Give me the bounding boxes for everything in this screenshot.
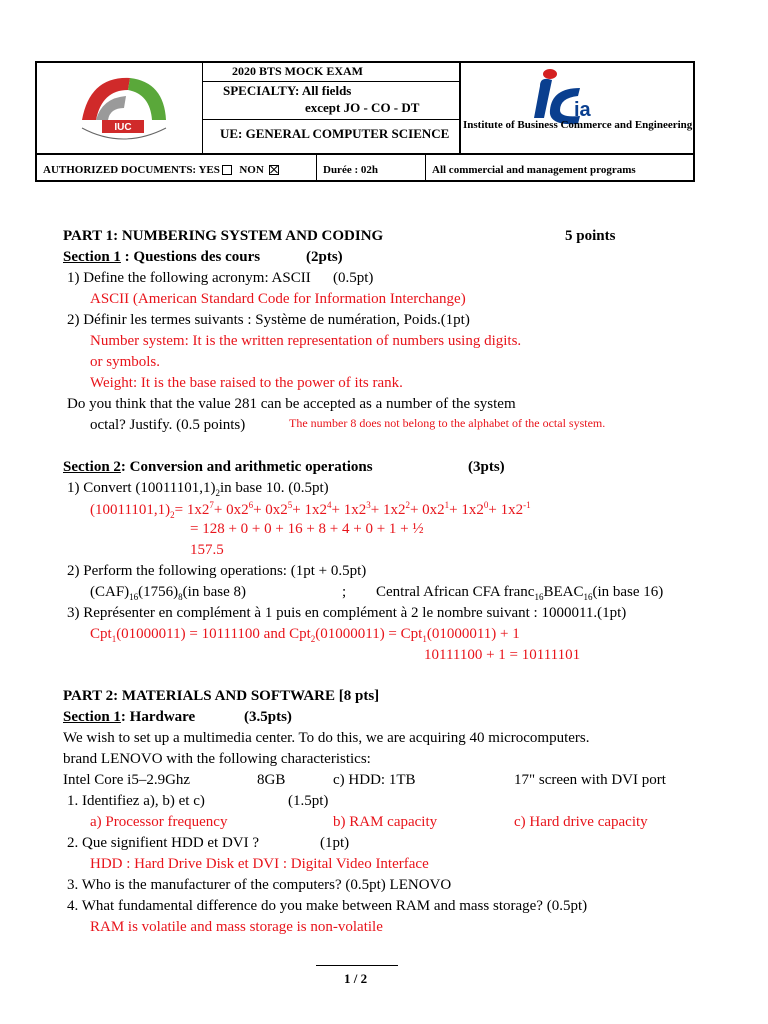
ue-title: UE: GENERAL COMPUTER SCIENCE [220,126,450,141]
operations-list-2: Central African CFA $franc_{16}BEAC_{16}(in$ base 16) [376,584,664,602]
hardware-paragraph-1: We wish to set up a multimedia center. To do this, we are acquiring 40 microcomputers. [63,730,590,746]
programs: All commercial and management programs [432,164,636,176]
hardware-answer-1c: c) Hard drive capacity [514,814,648,830]
answer-2c: Weight: It is the base raised to the power of its rank. [90,375,403,391]
section1-heading: Section 1 : Questions des cours [63,249,261,265]
part1-points: 5 points [565,228,616,244]
question-3a: Do you think that the value 281 can be accepted as a number of the system [67,396,516,412]
complement-question: 3) Représenter en complément à 1 puis en complément à 2 le nombre suivant : 1000011.(1pt) [67,605,627,621]
question-3b: octal? Justify. (0.5 points) [90,417,246,433]
convert-expansion: $(10011101,1)_2= 1x2^7+ 0x2^6+ 0x2^5+ 1x2^4+ 1x2^3+ 1x2^2+ 0x2^1+ 1x2^0+ 1x2^{-1}$ [90,500,531,520]
section2-points: (3pts) [468,459,505,475]
answer-3: The number 8 does not belong to the alphabet of the octal system. [289,416,606,430]
hardware-question-4: 4. What fundamental difference do you make between RAM and mass storage? (0.5pt) [67,898,588,914]
iuc-logo [68,68,178,148]
hardware-question-1-points: (1.5pt) [288,793,329,809]
hardware-question-3: 3. Who is the manufacturer of the computers? (0.5pt) LENOVO [67,877,452,893]
question-1: 1) Define the following acronym: ASCII [67,270,311,286]
exam-title: 2020 BTS MOCK EXAM [232,64,364,78]
section2-heading: Section 2: Conversion and arithmetic operations [63,459,373,475]
answer-1: ASCII (American Standard Code for Information Interchange) [90,291,466,307]
operations-list: $(CAF)_{16}(1756)_8(in$ base 8) [90,584,246,602]
svg-text:ia: ia [574,99,591,121]
spec-a: Intel Core i5–2.9Ghz [63,772,191,788]
question-1-points: (0.5pt) [333,270,374,286]
section1-points: (2pts) [306,249,343,265]
hardware-question-1: 1. Identifiez a), b) et c) [67,793,205,809]
specialty-line2: except JO - CO - DT [305,100,420,115]
operations-question: 2) Perform the following operations: (1pt + 0.5pt) [67,563,367,579]
convert-sum: = 128 + 0 + 0 + 16 + 8 + 4 + 0 + 1 + ½ [190,521,424,537]
specialty-line1: SPECIALTY: All fields [223,83,352,98]
convert-result: 157.5 [190,542,224,558]
hardware-answer-4: RAM is volatile and mass storage is non-volatile [90,919,383,935]
footer-rule [316,965,398,966]
institute-name: Institute of Business Commerce and Engineering [463,119,693,131]
hardware-question-2-points: (1pt) [320,835,350,851]
part1-title: PART 1: NUMBERING SYSTEM AND CODING [63,228,384,244]
yes-checkbox [222,165,232,175]
part2-section1-heading: Section 1: Hardware [63,709,196,725]
spec-c: c) HDD: 1TB [333,772,416,788]
part2-section1-points: (3.5pts) [244,709,292,725]
hardware-paragraph-2: brand LENOVO with the following characteristics: [63,751,371,767]
complement-answer: Cpt$_1$(01000011) = 10111100 and Cpt$_2$(01000011) = Cpt$_1$(01000011) + 1 [90,626,520,644]
svg-text:IUC: IUC [114,122,132,133]
part2-title: PART 2: MATERIALS AND SOFTWARE [8 pts] [63,688,380,704]
answer-2b: or symbols. [90,354,161,370]
hardware-answer-2: HDD : Hard Drive Disk et DVI : Digital Video Interface [90,856,429,872]
non-checkbox [269,165,279,175]
page-number: 1 / 2 [344,971,368,986]
convert-question: 1) Convert $(10011101,1)_2in$ base 10. (0.5pt) [67,480,329,498]
authorized-documents: AUTHORIZED DOCUMENTS: YES NON [43,164,281,176]
spec-b: 8GB [257,772,286,788]
complement-result: 10111100 + 1 = 10111101 [424,647,581,663]
spec-d: 17" screen with DVI port [514,772,666,788]
hardware-answer-1a: a) Processor frequency [90,814,228,830]
answer-2a: Number system: It is the written representation of numbers using digits. [90,333,522,349]
hardware-question-2: 2. Que signifient HDD et DVI ? [67,835,260,851]
hardware-answer-1b: b) RAM capacity [333,814,438,830]
duration: Durée : 02h [323,164,378,176]
question-2: 2) Définir les termes suivants : Système de numération, Poids.(1pt) [67,312,470,328]
operations-separator: ; [342,584,347,600]
